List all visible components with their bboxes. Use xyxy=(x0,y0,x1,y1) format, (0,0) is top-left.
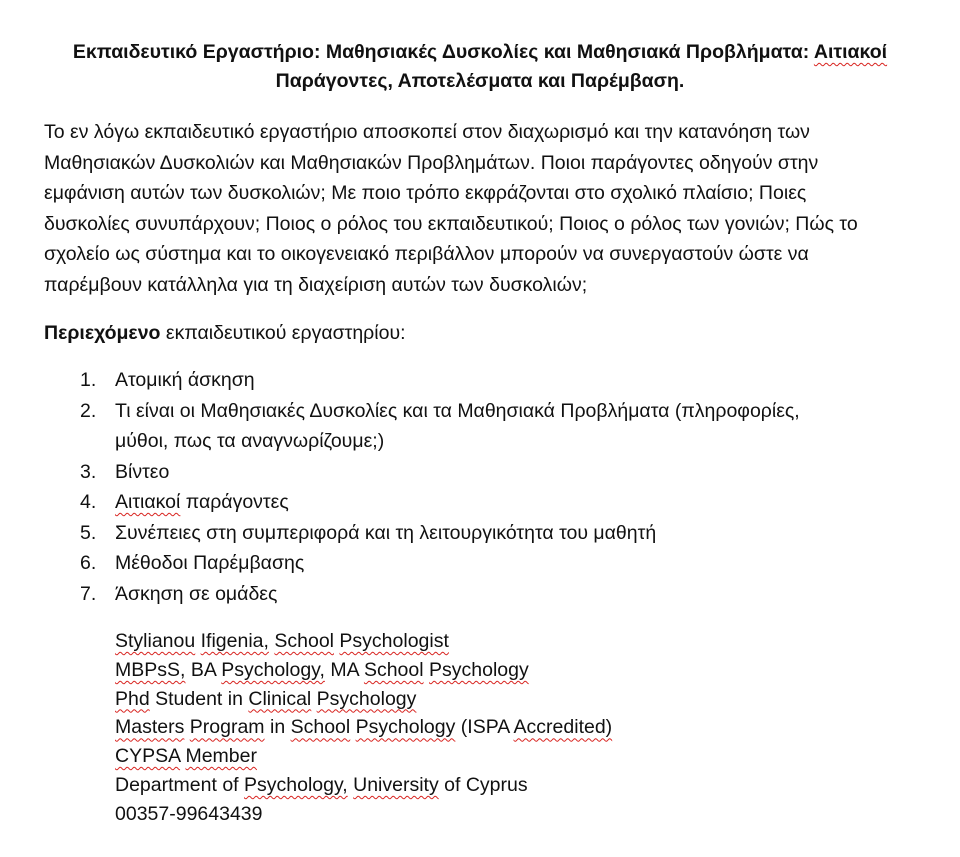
intro-line: Μαθησιακών Δυσκολιών και Μαθησιακών Προβλημάτων. Ποιοι παράγοντες οδηγούν στην xyxy=(44,151,819,174)
title-line-1-text: Εκπαιδευτικό Εργαστήριο: Μαθησιακές Δυσκολίες και Μαθησιακά Προβλήματα: Αιτιακοί xyxy=(72,41,888,63)
list-item xyxy=(44,548,944,579)
intro-line: σχολείο ως σύστημα και το οικογενειακό περιβάλλον μπορούν να συνεργαστούν ώστε να xyxy=(44,243,809,265)
signature-line: Stylianou Ifigenia, School Psychologist xyxy=(115,630,449,652)
intro-line: Το εν λόγω εκπαιδευτικό εργαστήριο αποσκοπεί στον διαχωρισμό και την κατανόηση των xyxy=(44,121,810,143)
signature-line: Masters Program in School Psychology (ISPA Accredited) xyxy=(115,716,613,739)
list-item-number: 2. xyxy=(80,399,97,422)
list-item-text: Αιτιακοί παράγοντες xyxy=(115,491,289,513)
signature-line: Department of Psychology, University of Cyprus xyxy=(115,773,528,796)
list-item-number: 1. xyxy=(80,369,97,391)
list-item-text: Ατομική άσκηση xyxy=(115,369,255,391)
contents-heading-bold: Περιεχόμενο xyxy=(44,322,161,344)
signature-block xyxy=(115,627,612,829)
intro-line: παρέμβουν κατάλληλα για τη διαχείριση αυτών των δυσκολιών; xyxy=(44,273,588,296)
list-item-number: 5. xyxy=(80,521,97,544)
contents-heading xyxy=(44,318,406,348)
list-item-text: Τι είναι οι Μαθησιακές Δυσκολίες και τα Μαθησιακά Προβλήματα (πληροφορίες, xyxy=(115,399,800,422)
list-item xyxy=(44,457,944,488)
signature-line: CYPSA Member xyxy=(115,745,257,768)
list-item xyxy=(44,396,944,457)
list-item xyxy=(44,518,944,549)
contents-list xyxy=(44,365,944,609)
list-item-number: 4. xyxy=(80,491,97,513)
list-item xyxy=(44,365,944,396)
title-line-2: Παράγοντες, Αποτελέσματα και Παρέμβαση. xyxy=(275,70,685,92)
list-item-text: Άσκηση σε ομάδες xyxy=(115,582,278,605)
list-item-number: 7. xyxy=(80,582,97,605)
intro-line: εμφάνιση αυτών των δυσκολιών; Με ποιο τρόπο εκφράζονται στο σχολικό πλαίσιο; Ποιες xyxy=(44,182,807,204)
list-item xyxy=(44,579,944,610)
list-item-number: 6. xyxy=(80,552,97,574)
signature-line: 00357-99643439 xyxy=(115,802,263,825)
signature-line: MBPsS, BA Psychology, MA School Psychology xyxy=(115,658,529,681)
list-item-text: Μέθοδοι Παρέμβασης xyxy=(115,552,305,574)
intro-line: δυσκολίες συνυπάρχουν; Ποιος ο ρόλος του εκπαιδευτικού; Ποιος ο ρόλος των γονιών; Πώς το xyxy=(44,212,858,235)
title-line-1 xyxy=(30,38,930,67)
list-item-text-continued: μύθοι, πως τα αναγνωρίζουμε;) xyxy=(115,430,385,452)
list-item-text: Βίντεο xyxy=(115,460,170,483)
list-item-number: 3. xyxy=(80,460,97,483)
list-item-text: Συνέπειες στη συμπεριφορά και τη λειτουργικότητα του μαθητή xyxy=(115,521,657,544)
document-title xyxy=(30,38,930,96)
list-item xyxy=(44,487,944,518)
contents-heading-rest: εκπαιδευτικού εργαστηρίου: xyxy=(160,322,406,344)
intro-paragraph xyxy=(44,117,944,300)
signature-line: Phd Student in Clinical Psychology xyxy=(115,687,417,710)
